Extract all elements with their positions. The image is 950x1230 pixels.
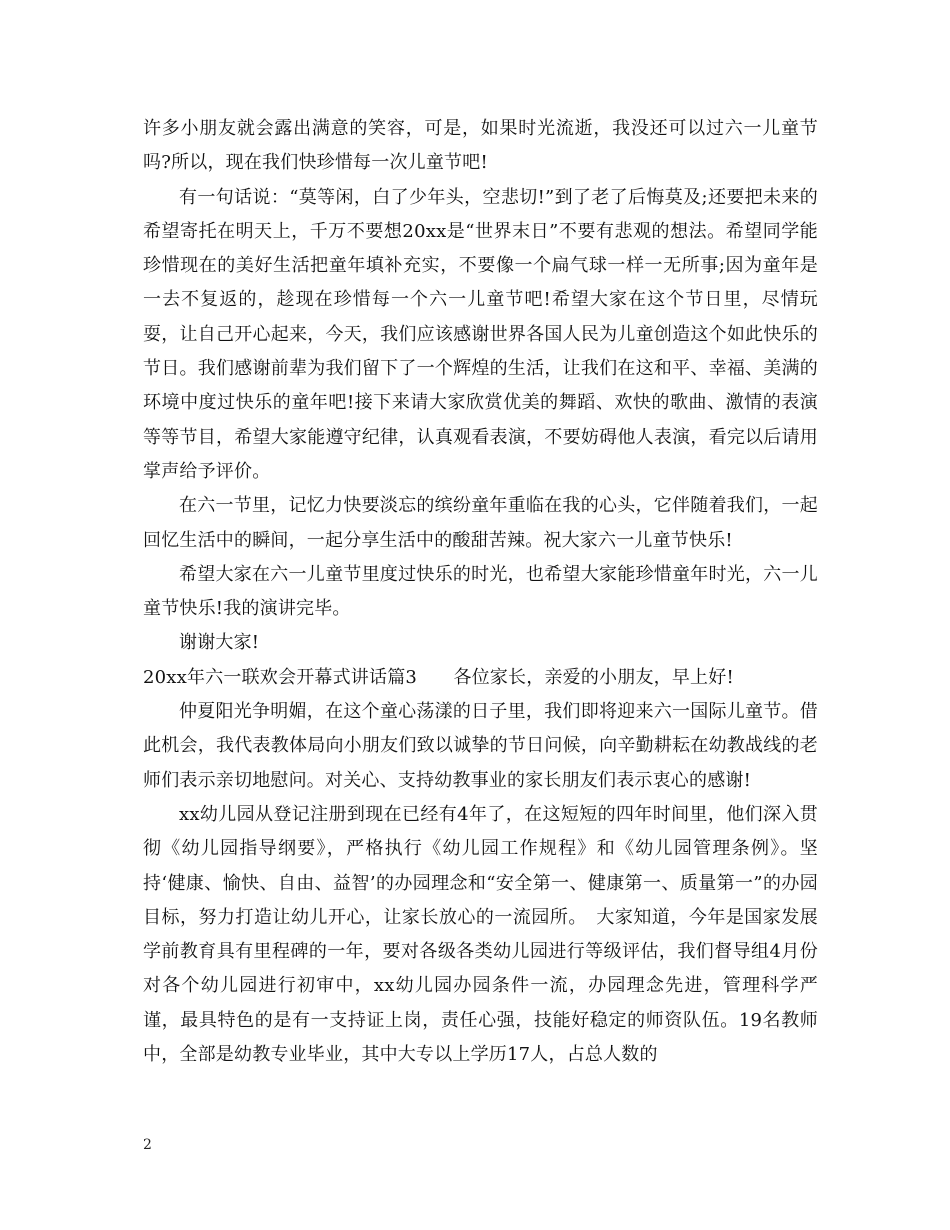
paragraph: 仲夏阳光争明媚，在这个童心荡漾的日子里，我们即将迎来六一国际儿童节。借此机会，我代表教体局向小朋友们致以诚挚的节日问候，向辛勤耕耘在幼教战线的老师们表示亲切地慰问。对关心、支持幼教事业的家长朋友们表示衷心的感谢! — [143, 701, 818, 791]
paragraph: 希望大家在六一儿童节里度过快乐的时光，也希望大家能珍惜童年时光，六一儿童节快乐!我的演讲完毕。 — [143, 563, 818, 620]
paragraph: xx幼儿园从登记注册到现在已经有4年了，在这短短的四年时间里，他们深入贯彻《幼儿园指导纲要》，严格执行《幼儿园工作规程》和《幼儿园管理条例》。坚持‘健康、愉快、自由、益智’的办园理念和“安全第一、健康第一、质量第一”的办园目标，努力打造让幼儿开心，让家长放心的一流园所。 大家知道，今年是国家发展学前教育具有里程碑的一年，要对各级各类幼儿园进行等级评估，我们督导组4月份对各个幼儿园进行初审中，xx幼儿园办园条件一流，办园理念先进，管理科学严谨，最具特色的是有一支持证上岗，责任心强，技能好稳定的师资队伍。19名教师中，全部是幼教专业毕业，其中大专以上学历17人，占总人数的 — [143, 803, 818, 1066]
body-text — [143, 112, 818, 1072]
paragraph: 许多小朋友就会露出满意的笑容，可是，如果时光流逝，我没还可以过六一儿童节吗?所以，现在我们快珍惜每一次儿童节吧! — [143, 118, 818, 174]
paragraph: 谢谢大家! — [179, 632, 260, 654]
paragraph: 在六一节里，记忆力快要淡忘的缤纷童年重临在我的心头，它伴随着我们，一起回忆生活中的瞬间，一起分享生活中的酸甜苦辣。祝大家六一儿童节快乐! — [143, 495, 818, 551]
paragraph: 有一句话说：“莫等闲，白了少年头，空悲切!”到了老了后悔莫及;还要把未来的希望寄托在明天上，千万不要想20xx是“世界末日”不要有悲观的想法。希望同学能珍惜现在的美好生活把童年填补充实，不要像一个扁气球一样一无所事;因为童年是一去不复返的，趁现在珍惜每一个六一儿童节吧!希望大家在这个节日里，尽情玩耍，让自己开心起来，今天，我们应该感谢世界各国人民为儿童创造这个如此快乐的节日。我们感谢前辈为我们留下了一个辉煌的生活，让我们在这和平、幸福、美满的环境中度过快乐的童年吧!接下来请大家欣赏优美的舞蹈、欢快的歌曲、激情的表演等等节目，希望大家能遵守纪律，认真观看表演，不要妨碍他人表演，看完以后请用掌声给予评价。 — [143, 186, 818, 482]
page-number: 2 — [143, 1137, 152, 1153]
section-heading-line: 20xx年六一联欢会开幕式讲话篇3 各位家长，亲爱的小朋友，早上好! — [143, 666, 734, 688]
